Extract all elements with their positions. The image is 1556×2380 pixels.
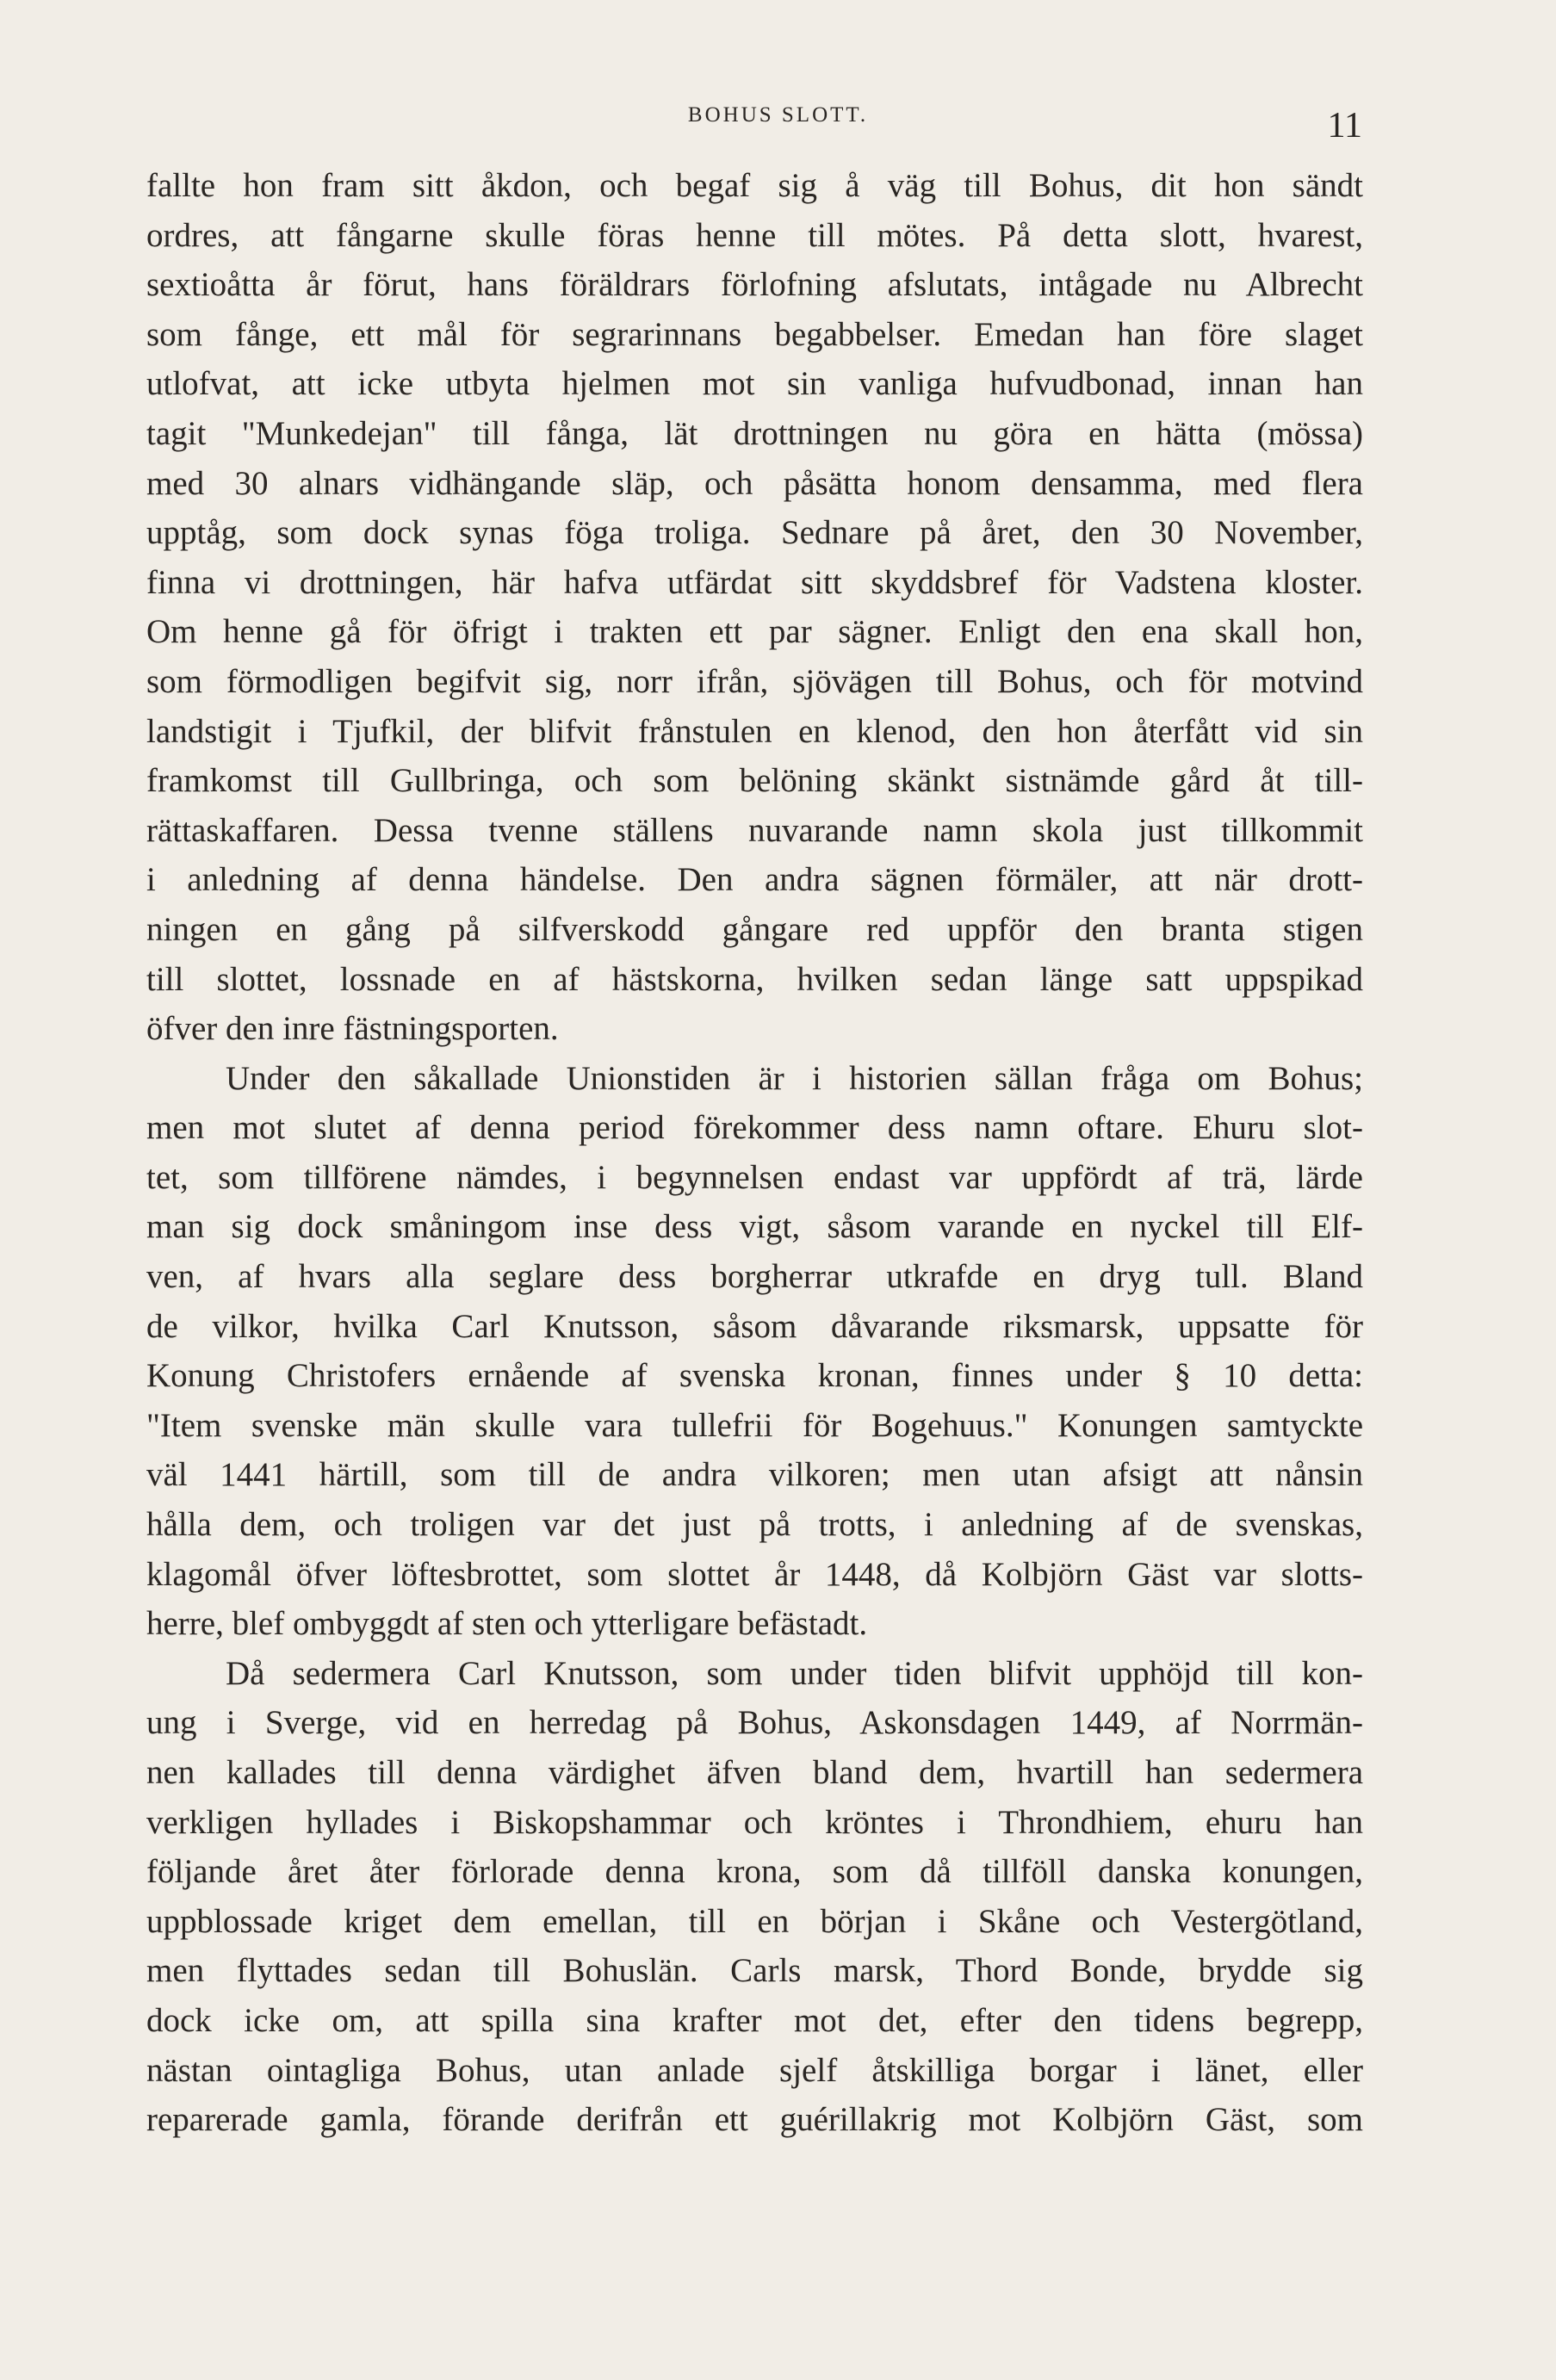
text-line: hålla dem, och troligen var det just på trotts, i anledning af de svenskas, xyxy=(146,1506,1363,1544)
text-line: klagomål öfver löftesbrottet, som slottet år 1448, då Kolbjörn Gäst var slotts- xyxy=(146,1555,1363,1593)
text-line: upptåg, som dock synas föga troliga. Sednare på året, den 30 November, xyxy=(146,514,1363,552)
text-line: sextioåtta år förut, hans föräldrars förlofning afslutats, intågade nu Albrecht xyxy=(146,266,1363,304)
text-line: nen kallades till denna värdighet äfven bland dem, hvartill han sedermera xyxy=(146,1754,1363,1791)
text-line: utlofvat, att icke utbyta hjelmen mot sin vanliga hufvudbonad, innan han xyxy=(146,365,1363,403)
text-line: väl 1441 härtill, som till de andra vilkoren; men utan afsigt att nånsin xyxy=(146,1456,1363,1494)
text-line: Konung Christofers ernående af svenska kronan, finnes under § 10 detta: xyxy=(146,1357,1363,1395)
running-head xyxy=(0,95,1556,146)
text-line: som förmodligen begifvit sig, norr ifrån, sjövägen till Bohus, och för motvind xyxy=(146,662,1363,700)
text-line: tet, som tillförene nämdes, i begynnelsen endast var uppfördt af trä, lärde xyxy=(146,1158,1363,1196)
text-line: men flyttades sedan till Bohuslän. Carls marsk, Thord Bonde, brydde sig xyxy=(146,1952,1363,1990)
text-line: ningen en gång på silfverskodd gångare red uppför den branta stigen xyxy=(146,910,1363,948)
text-line: till slottet, lossnade en af hästskorna, hvilken sedan länge satt uppspikad xyxy=(146,960,1363,998)
text-line: Om henne gå för öfrigt i trakten ett par sägner. Enligt den ena skall hon, xyxy=(146,613,1363,651)
text-line: framkomst till Gullbringa, och som belöning skänkt sistnämde gård åt till- xyxy=(146,762,1363,800)
text-line: ordres, att fångarne skulle föras henne till mötes. På detta slott, hvarest, xyxy=(146,216,1363,254)
text-line: i anledning af denna händelse. Den andra sägnen förmäler, att när drott- xyxy=(146,861,1363,899)
text-line: ven, af hvars alla seglare dess borgherrar utkrafde en dryg tull. Bland xyxy=(146,1258,1363,1296)
body-text xyxy=(146,161,1363,2145)
text-line: men mot slutet af denna period förekommer dess namn oftare. Ehuru slot- xyxy=(146,1109,1363,1147)
text-line: landstigit i Tjufkil, der blifvit frånstulen en klenod, den hon återfått vid sin xyxy=(146,712,1363,750)
text-line: herre, blef ombyggdt af sten och ytterligare befästadt. xyxy=(146,1605,868,1643)
running-head-title: BOHUS SLOTT. xyxy=(687,103,869,127)
text-line: reparerade gamla, förande derifrån ett guérillakrig mot Kolbjörn Gäst, som xyxy=(146,2101,1363,2139)
text-line: ung i Sverge, vid en herredag på Bohus, Askonsdagen 1449, af Norrmän- xyxy=(146,1704,1363,1742)
text-line: med 30 alnars vidhängande släp, och påsätta honom densamma, med flera xyxy=(146,464,1363,502)
text-line: uppblossade kriget dem emellan, till en början i Skåne och Vestergötland, xyxy=(146,1902,1363,1940)
text-line: nästan ointagliga Bohus, utan anlade sjelf åtskilliga borgar i länet, eller xyxy=(146,2051,1363,2089)
text-line: "Item svenske män skulle vara tullefrii för Bogehuus." Konungen samtyckte xyxy=(146,1406,1363,1444)
text-line: tagit "Munkedejan" till fånga, lät drottningen nu göra en hätta (mössa) xyxy=(146,414,1363,452)
text-line: finna vi drottningen, här hafva utfärdat sitt skyddsbref för Vadstena kloster. xyxy=(146,563,1363,601)
page-number: 11 xyxy=(1327,106,1362,146)
text-line: de vilkor, hvilka Carl Knutsson, såsom dåvarande riksmarsk, uppsatte för xyxy=(146,1307,1363,1345)
text-line: fallte hon fram sitt åkdon, och begaf sig å väg till Bohus, dit hon sändt xyxy=(146,167,1363,204)
text-line: Då sedermera Carl Knutsson, som under tiden blifvit upphöjd till kon- xyxy=(226,1654,1363,1692)
text-line: verkligen hyllades i Biskopshammar och kröntes i Throndhiem, ehuru han xyxy=(146,1803,1363,1841)
text-line: Under den såkallade Unionstiden är i historien sällan fråga om Bohus; xyxy=(226,1059,1363,1097)
text-line: man sig dock småningom inse dess vigt, såsom varande en nyckel till Elf- xyxy=(146,1208,1363,1246)
text-line: öfver den inre fästningsporten. xyxy=(146,1010,559,1048)
text-line: följande året åter förlorade denna krona, som då tillföll danska konungen, xyxy=(146,1853,1363,1891)
text-line: dock icke om, att spilla sina krafter mot det, efter den tidens begrepp, xyxy=(146,2001,1363,2039)
text-line: rättaskaffaren. Dessa tvenne ställens nuvarande namn skola just tillkommit xyxy=(146,811,1363,849)
text-line: som fånge, ett mål för segrarinnans begabbelser. Emedan han före slaget xyxy=(146,315,1363,353)
